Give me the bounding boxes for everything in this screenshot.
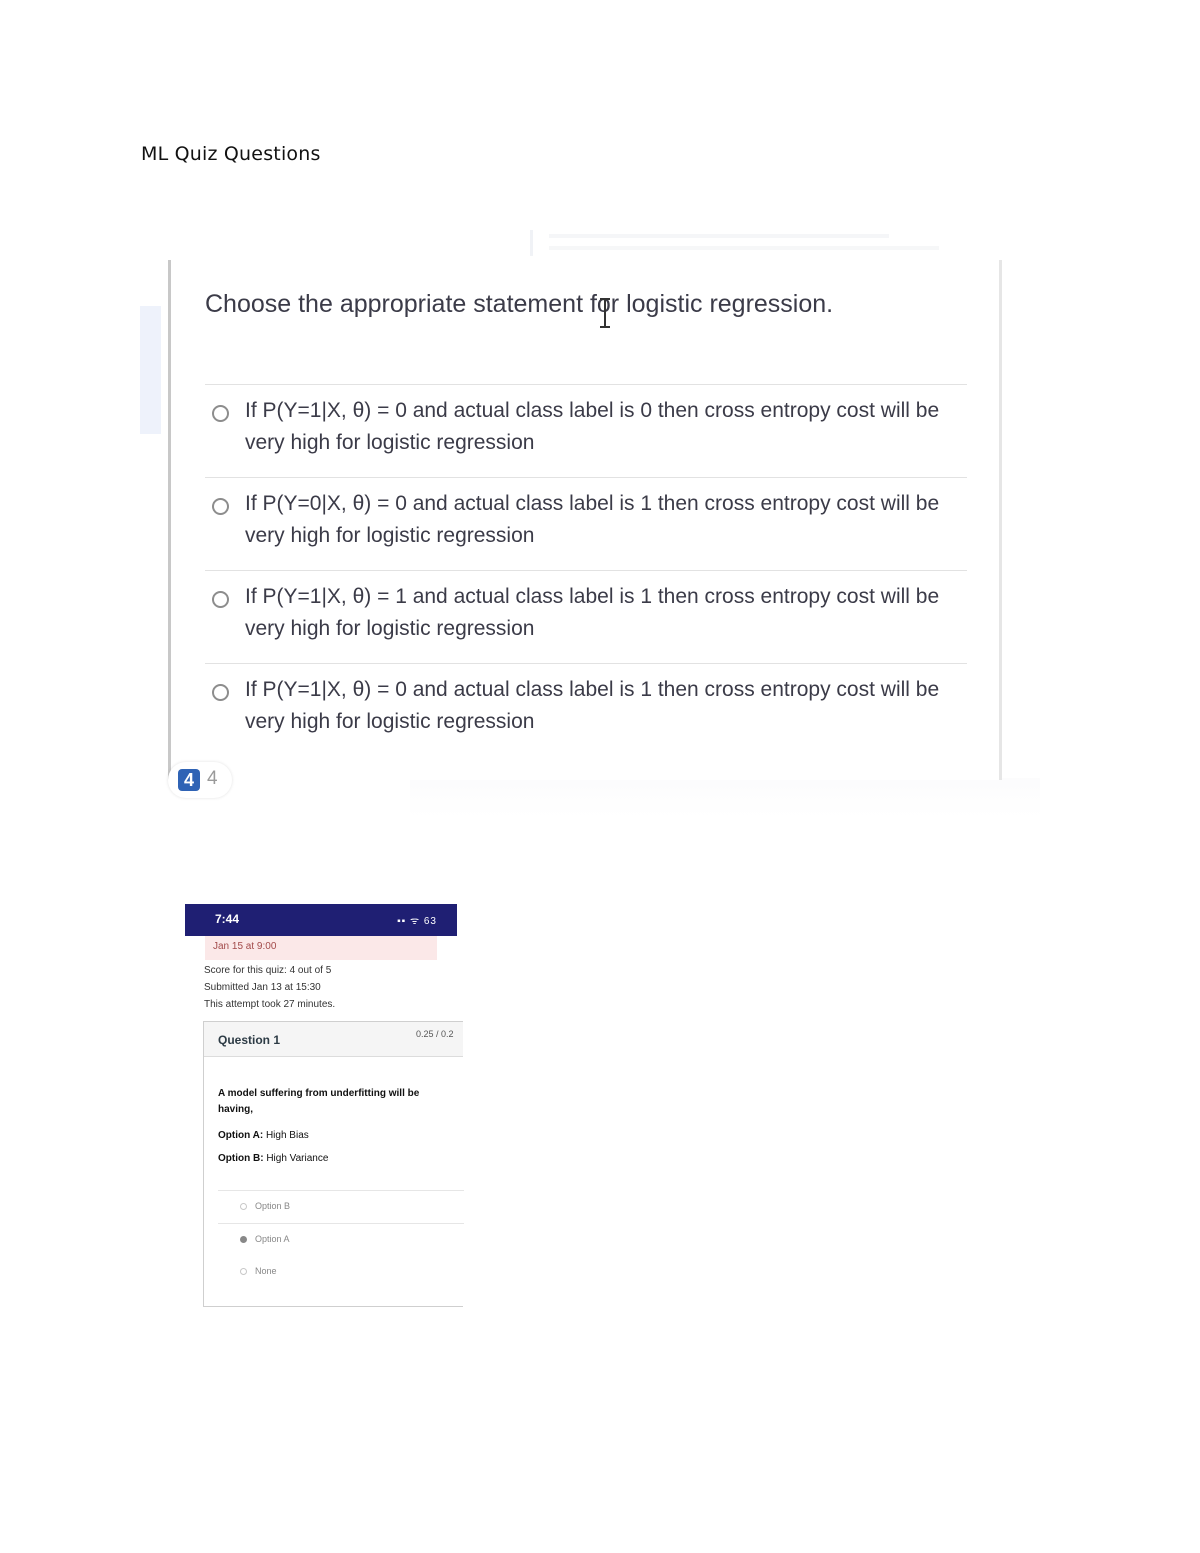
option-a-label: Option A: (218, 1130, 264, 1141)
question-score: 0.25 / 0.2 (416, 1029, 454, 1039)
answer-options (205, 384, 967, 756)
signal-wifi-battery-icon: ▪▪ ᯤ 63 (397, 916, 437, 927)
due-date-text: Jan 15 at 9:00 (213, 941, 277, 952)
radio-icon[interactable] (240, 1203, 247, 1210)
answer-option-text: If P(Y=0|X, θ) = 0 and actual class label is 1 then cross entropy cost will be very high for logistic regression (245, 492, 940, 547)
choice-label: Option B (255, 1201, 291, 1211)
radio-icon[interactable] (240, 1268, 247, 1275)
submitted-line: Submitted Jan 13 at 15:30 (204, 982, 321, 993)
choice-option-b[interactable] (218, 1190, 464, 1224)
answer-option-3[interactable] (205, 570, 967, 663)
question-card (168, 260, 1002, 780)
duration-line: This attempt took 27 minutes. (204, 999, 336, 1010)
option-b-definition (218, 1153, 328, 1164)
radio-icon[interactable] (212, 591, 229, 608)
background-ghost-panel (140, 306, 161, 434)
answer-option-2[interactable] (205, 477, 967, 570)
option-b-text: High Variance (266, 1153, 329, 1164)
choice-none[interactable] (218, 1256, 464, 1289)
background-ghost-text (530, 230, 1033, 256)
choice-label: None (255, 1266, 277, 1276)
text-cursor-icon (598, 298, 612, 328)
choice-option-a[interactable] (218, 1223, 464, 1257)
answer-option-text: If P(Y=1|X, θ) = 1 and actual class label is 1 then cross entropy cost will be very high for logistic regression (245, 585, 940, 640)
answer-option-4[interactable] (205, 663, 967, 756)
answer-option-text: If P(Y=1|X, θ) = 0 and actual class label is 1 then cross entropy cost will be very high for logistic regression (245, 678, 940, 733)
number-four-icon: 4 (178, 769, 200, 791)
document-title: ML Quiz Questions (141, 143, 321, 165)
pages-badge[interactable] (168, 762, 232, 798)
option-a-definition (218, 1130, 309, 1141)
radio-icon[interactable] (212, 405, 229, 422)
option-a-text: High Bias (265, 1130, 309, 1141)
radio-icon[interactable] (212, 684, 229, 701)
background-ghost-text (458, 898, 570, 1318)
due-date-banner (205, 936, 437, 960)
question-result-box (203, 1021, 463, 1307)
choice-label: Option A (255, 1234, 290, 1244)
question-text: Choose the appropriate statement for logistic regression. (205, 290, 834, 318)
quiz-score-line: Score for this quiz: 4 out of 5 (204, 965, 332, 976)
badge-count: 4 (207, 768, 218, 789)
quiz-screenshot (140, 228, 1040, 823)
question-header (204, 1022, 463, 1057)
answer-option-text: If P(Y=1|X, θ) = 0 and actual class label is 0 then cross entropy cost will be very high for logistic regression (245, 399, 940, 454)
question-title: Question 1 (218, 1033, 281, 1047)
answer-option-1[interactable] (205, 384, 967, 477)
question-text: A model suffering from underfitting will be having, (218, 1088, 420, 1115)
background-ghost-footer (410, 778, 1040, 818)
phone-quiz-screenshot (140, 878, 570, 1323)
option-b-label: Option B: (218, 1153, 264, 1164)
radio-icon[interactable] (212, 498, 229, 515)
radio-selected-icon[interactable] (240, 1236, 247, 1243)
status-time: 7:44 (215, 912, 240, 926)
phone-status-bar (185, 904, 457, 936)
